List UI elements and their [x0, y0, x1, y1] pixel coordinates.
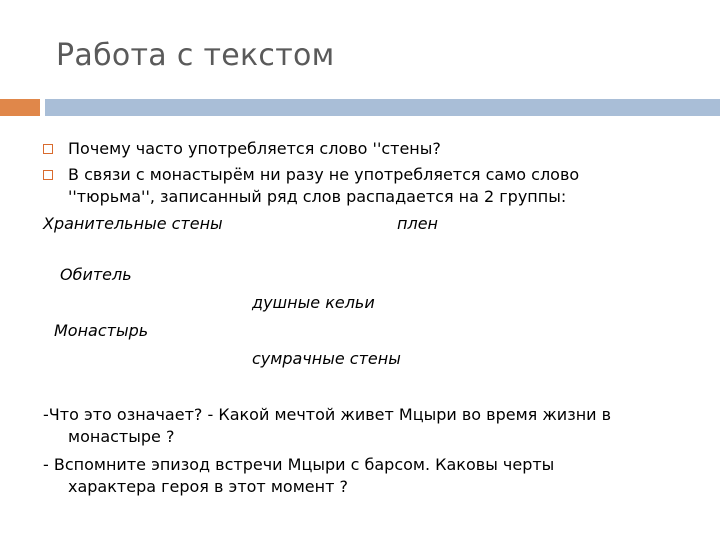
square-bullet-icon: [43, 170, 53, 180]
title-divider-bar: [45, 99, 720, 116]
bullet-2-line-1: В связи с монастырём ни разу не употребляется само слово: [68, 165, 580, 184]
group-left-word-2: Монастырь: [54, 321, 149, 340]
bullet-2-line-2: ''тюрьма'', записанный ряд слов распадается на 2 группы:: [68, 187, 567, 206]
title-accent-bar: [0, 99, 40, 116]
bullet-1-line-1: Почему часто употребляется слово ''стены?: [68, 139, 441, 158]
question-1-line-2: монастыре ?: [68, 427, 175, 446]
group-right-header: плен: [397, 214, 438, 233]
group-left-word-1: Обитель: [60, 265, 132, 284]
question-2-line-1: - Вспомните эпизод встречи Мцыри с барсом. Каковы черты: [43, 455, 555, 474]
question-1-line-1: -Что это означает? - Какой мечтой живет Мцыри во время жизни в: [43, 405, 612, 424]
group-left-header: Хранительные стены: [43, 214, 223, 233]
slide-title: Работа с текстом: [56, 38, 335, 73]
question-2-line-2: характера героя в этот момент ?: [68, 477, 348, 496]
square-bullet-icon: [43, 144, 53, 154]
group-right-word-2: сумрачные стены: [252, 349, 401, 368]
group-right-word-1: душные кельи: [252, 293, 375, 312]
